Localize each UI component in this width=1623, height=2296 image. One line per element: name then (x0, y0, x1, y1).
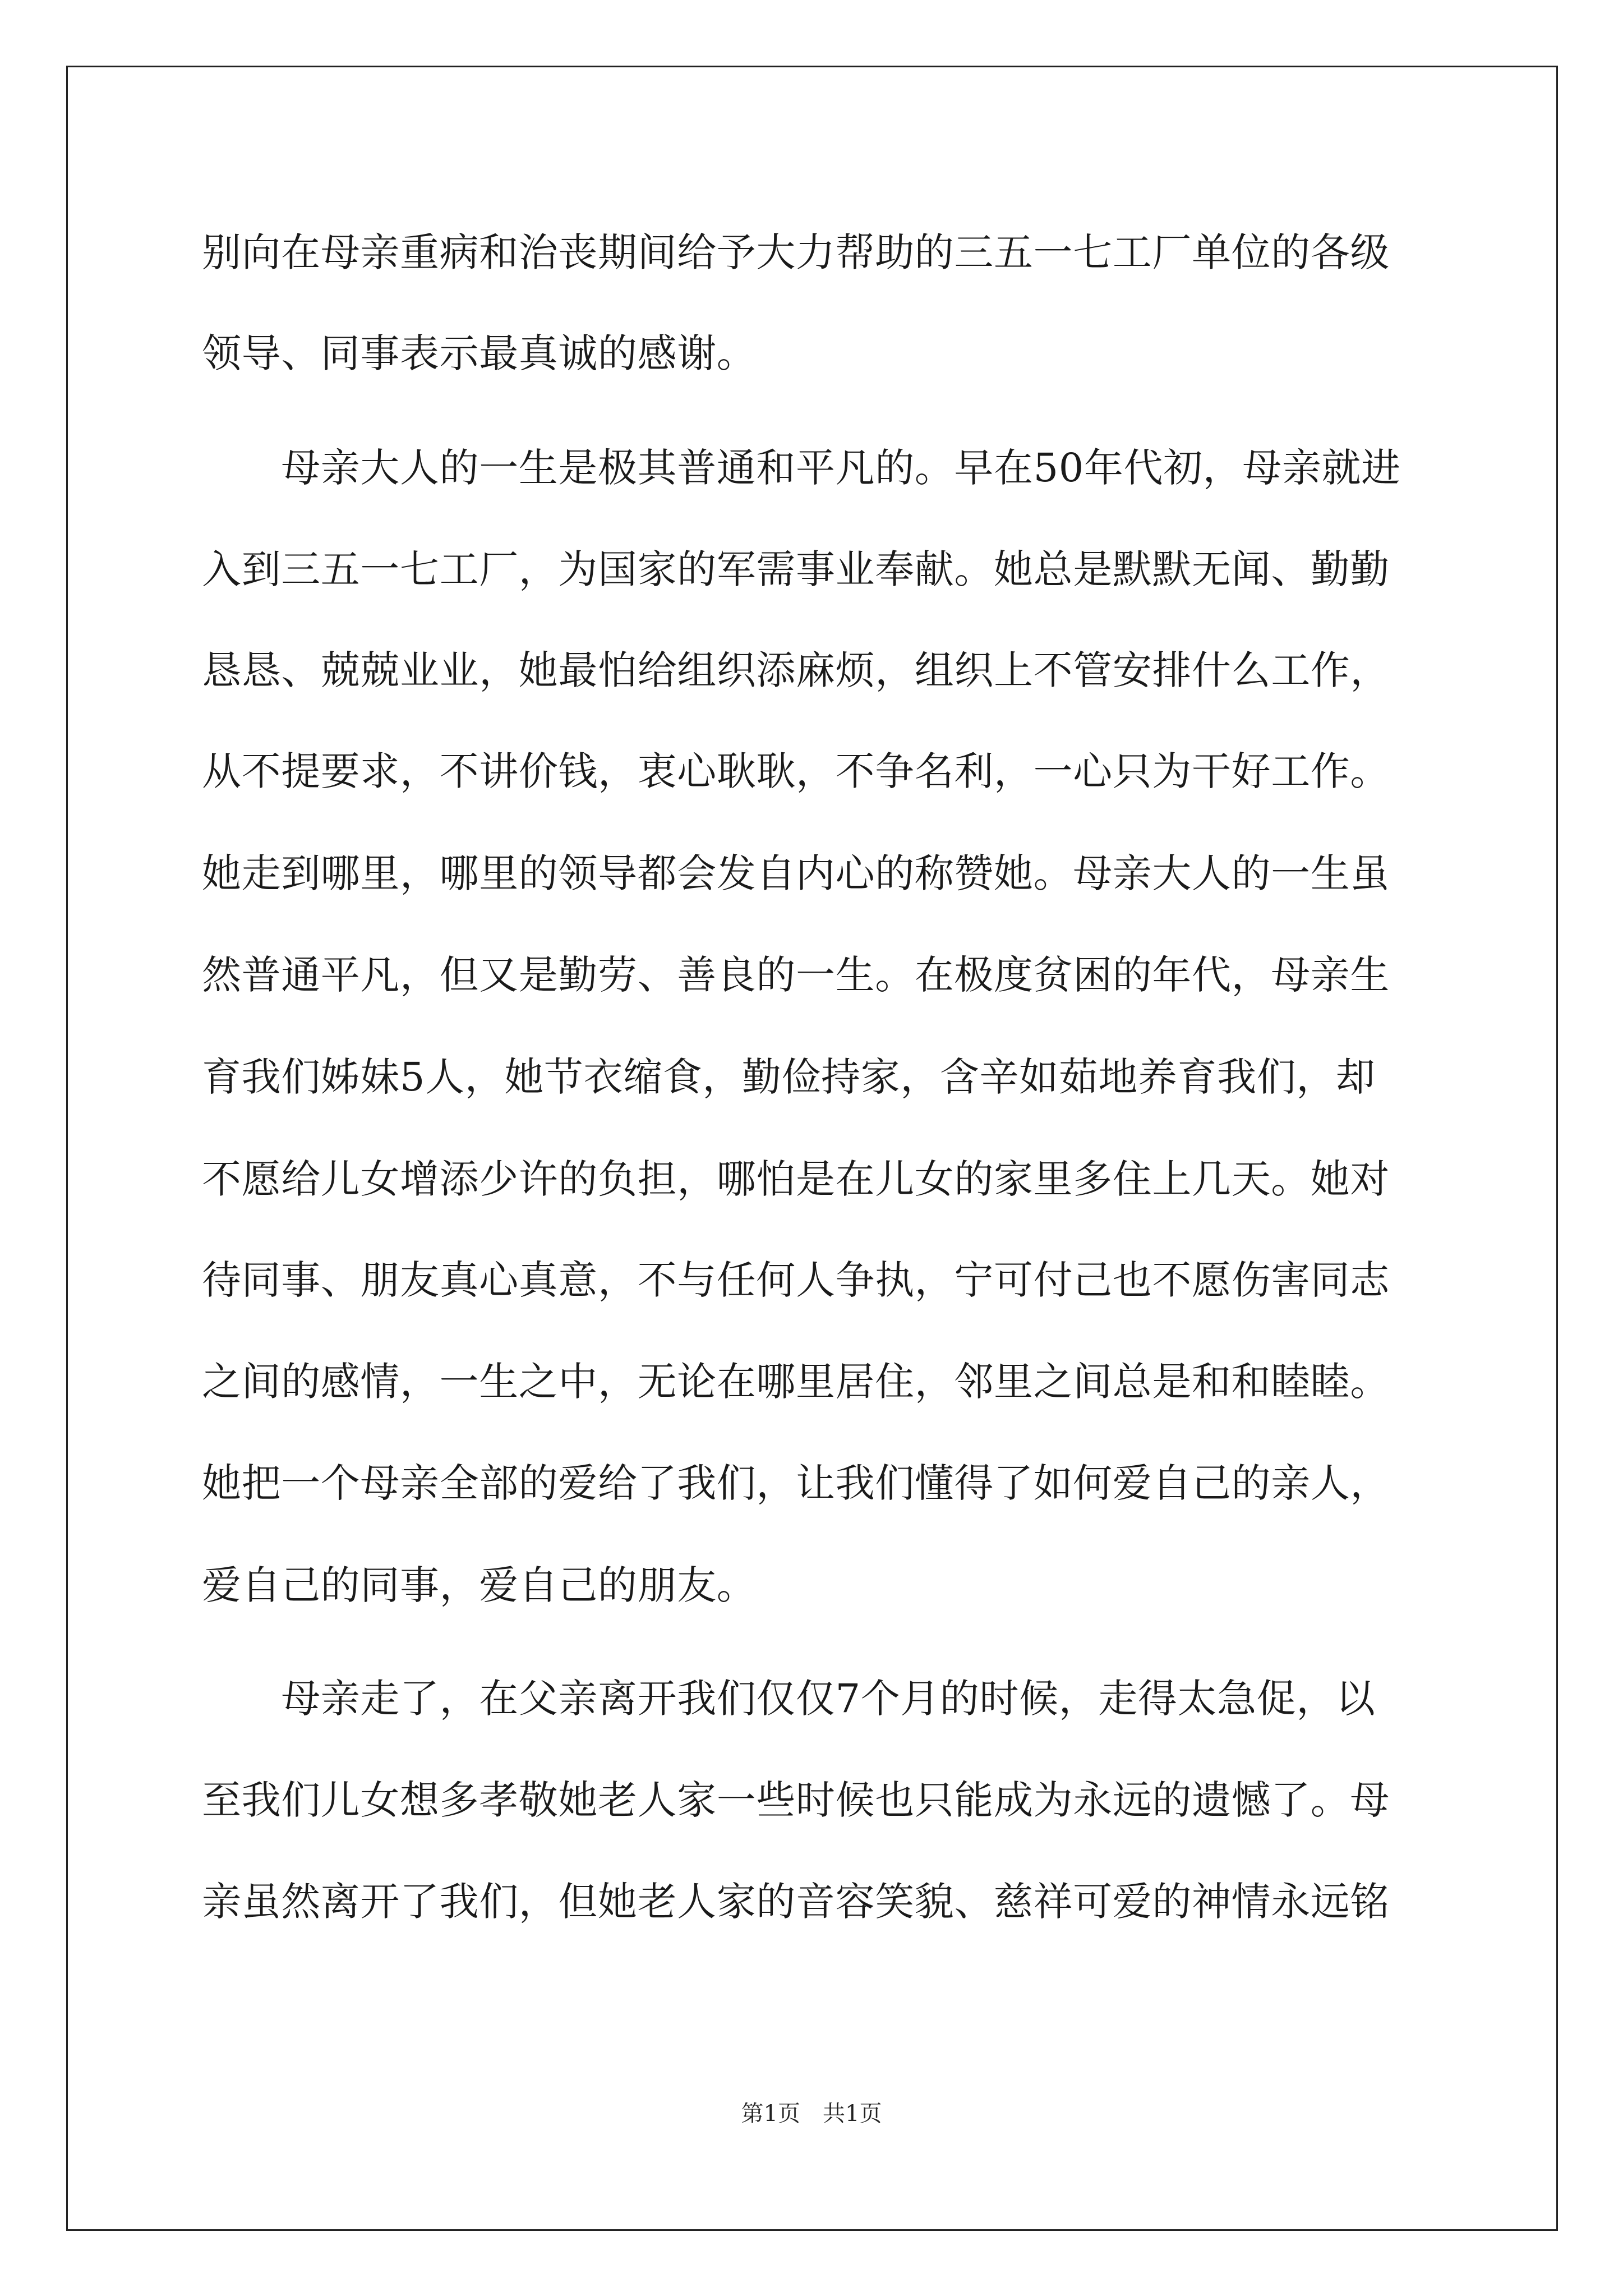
text-line: 不愿给儿女增添少许的负担，哪怕是在儿女的家里多住上几天。她对 (202, 1156, 1390, 1202)
text-line: 从不提要求，不讲价钱，衷心耿耿，不争名利，一心只为干好工作。 (202, 748, 1390, 794)
text-line: 待同事、朋友真心真意，不与任何人争执，宁可付己也不愿伤害同志 (202, 1257, 1390, 1303)
page-number: 第1页 共1页 (741, 2101, 882, 2127)
text-line: 育我们姊妹5人，她节衣缩食，勤俭持家，含辛如茹地养育我们，却 (202, 1054, 1376, 1100)
text-line: 母亲走了，在父亲离开我们仅仅7个月的时候，走得太急促，以 (202, 1676, 1376, 1722)
text-line: 入到三五一七工厂，为国家的军需事业奉献。她总是默默无闻、勤勤 (202, 546, 1390, 592)
text-line: 然普通平凡，但又是勤劳、善良的一生。在极度贫困的年代，母亲生 (202, 952, 1390, 998)
text-line: 她走到哪里，哪里的领导都会发自内心的称赞她。母亲大人的一生虽 (202, 850, 1390, 896)
text-line: 爱自己的同事，爱自己的朋友。 (202, 1562, 757, 1608)
text-line: 她把一个母亲全部的爱给了我们，让我们懂得了如何爱自己的亲人， (202, 1460, 1390, 1506)
text-line: 领导、同事表示最真诚的感谢。 (202, 330, 757, 376)
text-line: 母亲大人的一生是极其普通和平凡的。早在50年代初，母亲就进 (202, 445, 1401, 491)
text-line: 别向在母亲重病和治丧期间给予大力帮助的三五一七工厂单位的各级 (202, 229, 1390, 275)
text-line: 之间的感情，一生之中，无论在哪里居住，邻里之间总是和和睦睦。 (202, 1359, 1390, 1405)
text-line: 至我们儿女想多孝敬她老人家一些时候也只能成为永远的遗憾了。母 (202, 1777, 1390, 1823)
text-line: 恳恳、兢兢业业，她最怕给组织添麻烦，组织上不管安排什么工作， (202, 647, 1390, 693)
text-line: 亲虽然离开了我们，但她老人家的音容笑貌、慈祥可爱的神情永远铭 (202, 1879, 1390, 1925)
